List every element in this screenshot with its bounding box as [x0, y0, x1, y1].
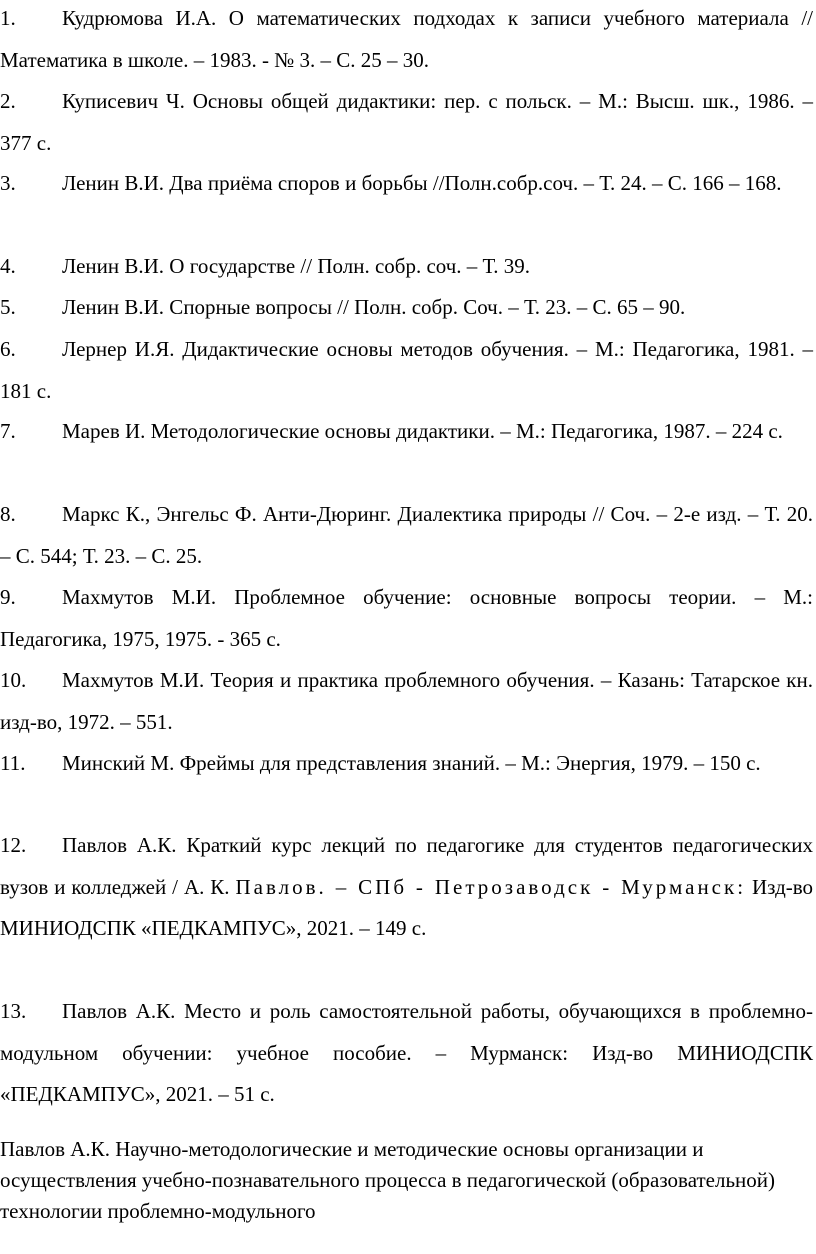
- reference-number: 3.: [0, 171, 16, 195]
- reference-text: Кудрюмова И.А. О математических подходах к записи учебного материала // Математика в школе. – 1983. - № 3. – С. 25 – 30.: [0, 6, 813, 72]
- reference-number: 10.: [0, 668, 27, 692]
- reference-text-spaced: Павлов. – СПб - Петрозаводск - Мурманск:: [235, 874, 747, 899]
- reference-number: 13.: [0, 999, 27, 1023]
- reference-item-4: [0, 246, 813, 288]
- reference-item-13: [0, 991, 813, 1116]
- reference-number: 12.: [0, 833, 27, 857]
- reference-number: 8.: [0, 502, 16, 526]
- reference-text: Павлов А.К. Место и роль самостоятельной работы, обучающихся в проблемно-модульном обучении: учебное пособие. – Мурманск: Изд-во МИНИОДСПК «ПЕДКАМПУС», 2021. – 51 с.: [0, 999, 813, 1106]
- reference-text: Махмутов М.И. Теория и практика проблемного обучения. – Казань: Татарское кн. изд-во, 1972. – 551.: [0, 668, 813, 734]
- reference-text: Ленин В.И. О государстве // Полн. собр. соч. – Т. 39.: [62, 254, 531, 278]
- reference-text: Маркс К., Энгельс Ф. Анти-Дюринг. Диалектика природы // Соч. – 2-е изд. – Т. 20. – С. 544; Т. 23. – С. 25.: [0, 502, 813, 568]
- reference-text: Ленин В.И. Два приёма споров и борьбы //Полн.собр.соч. – Т. 24. – С. 166 – 168.: [62, 171, 782, 195]
- reference-item-7: [0, 411, 813, 453]
- reference-number: 9.: [0, 585, 16, 609]
- reference-item-12: [0, 825, 813, 950]
- reference-text: Павлов А.К. Краткий курс лекций по педагогике для студентов педагогических вузов и колледжей / А. К.: [0, 833, 813, 899]
- reference-item-8: [0, 494, 813, 577]
- reference-number: 11.: [0, 751, 26, 775]
- reference-number: 7.: [0, 419, 16, 443]
- reference-text: Марев И. Методологические основы дидактики. – М.: Педагогика, 1987. – 224 с.: [62, 419, 783, 443]
- reference-text: Ленин В.И. Спорные вопросы // Полн. собр. Соч. – Т. 23. – С. 65 – 90.: [62, 295, 686, 319]
- reference-item-3: [0, 163, 813, 205]
- reference-text: Изд-во МИНИОДСПК «ПЕДКАМПУС», 2021. – 149 с.: [0, 874, 814, 940]
- reference-number: 5.: [0, 295, 16, 319]
- reference-number: 4.: [0, 254, 16, 278]
- reference-item-6: [0, 329, 813, 412]
- reference-text: Лернер И.Я. Дидактические основы методов обучения. – М.: Педагогика, 1981. – 181 с.: [0, 337, 813, 403]
- reference-text: Минский М. Фреймы для представления знаний. – М.: Энергия, 1979. – 150 с.: [62, 751, 761, 775]
- reference-item-5: [0, 287, 813, 329]
- trailing-paragraph: Павлов А.К. Научно-методологические и методические основы организации и осуществления учебно-познавательного процесса в педагогической (образовательной) технологии проблемно-модульного: [0, 1137, 775, 1223]
- reference-item-2: [0, 81, 813, 164]
- reference-item-10: [0, 660, 813, 743]
- reference-item-11: [0, 743, 813, 785]
- reference-item-9: [0, 577, 813, 660]
- reference-text: Куписевич Ч. Основы общей дидактики: пер. с польск. – М.: Высш. шк., 1986. – 377 с.: [0, 89, 813, 155]
- reference-number: 1.: [0, 6, 16, 30]
- reference-item-1: [0, 0, 813, 81]
- reference-number: 6.: [0, 337, 16, 361]
- reference-text: Махмутов М.И. Проблемное обучение: основные вопросы теории. – М.: Педагогика, 1975, 1975. - 365 с.: [0, 585, 813, 651]
- reference-number: 2.: [0, 89, 16, 113]
